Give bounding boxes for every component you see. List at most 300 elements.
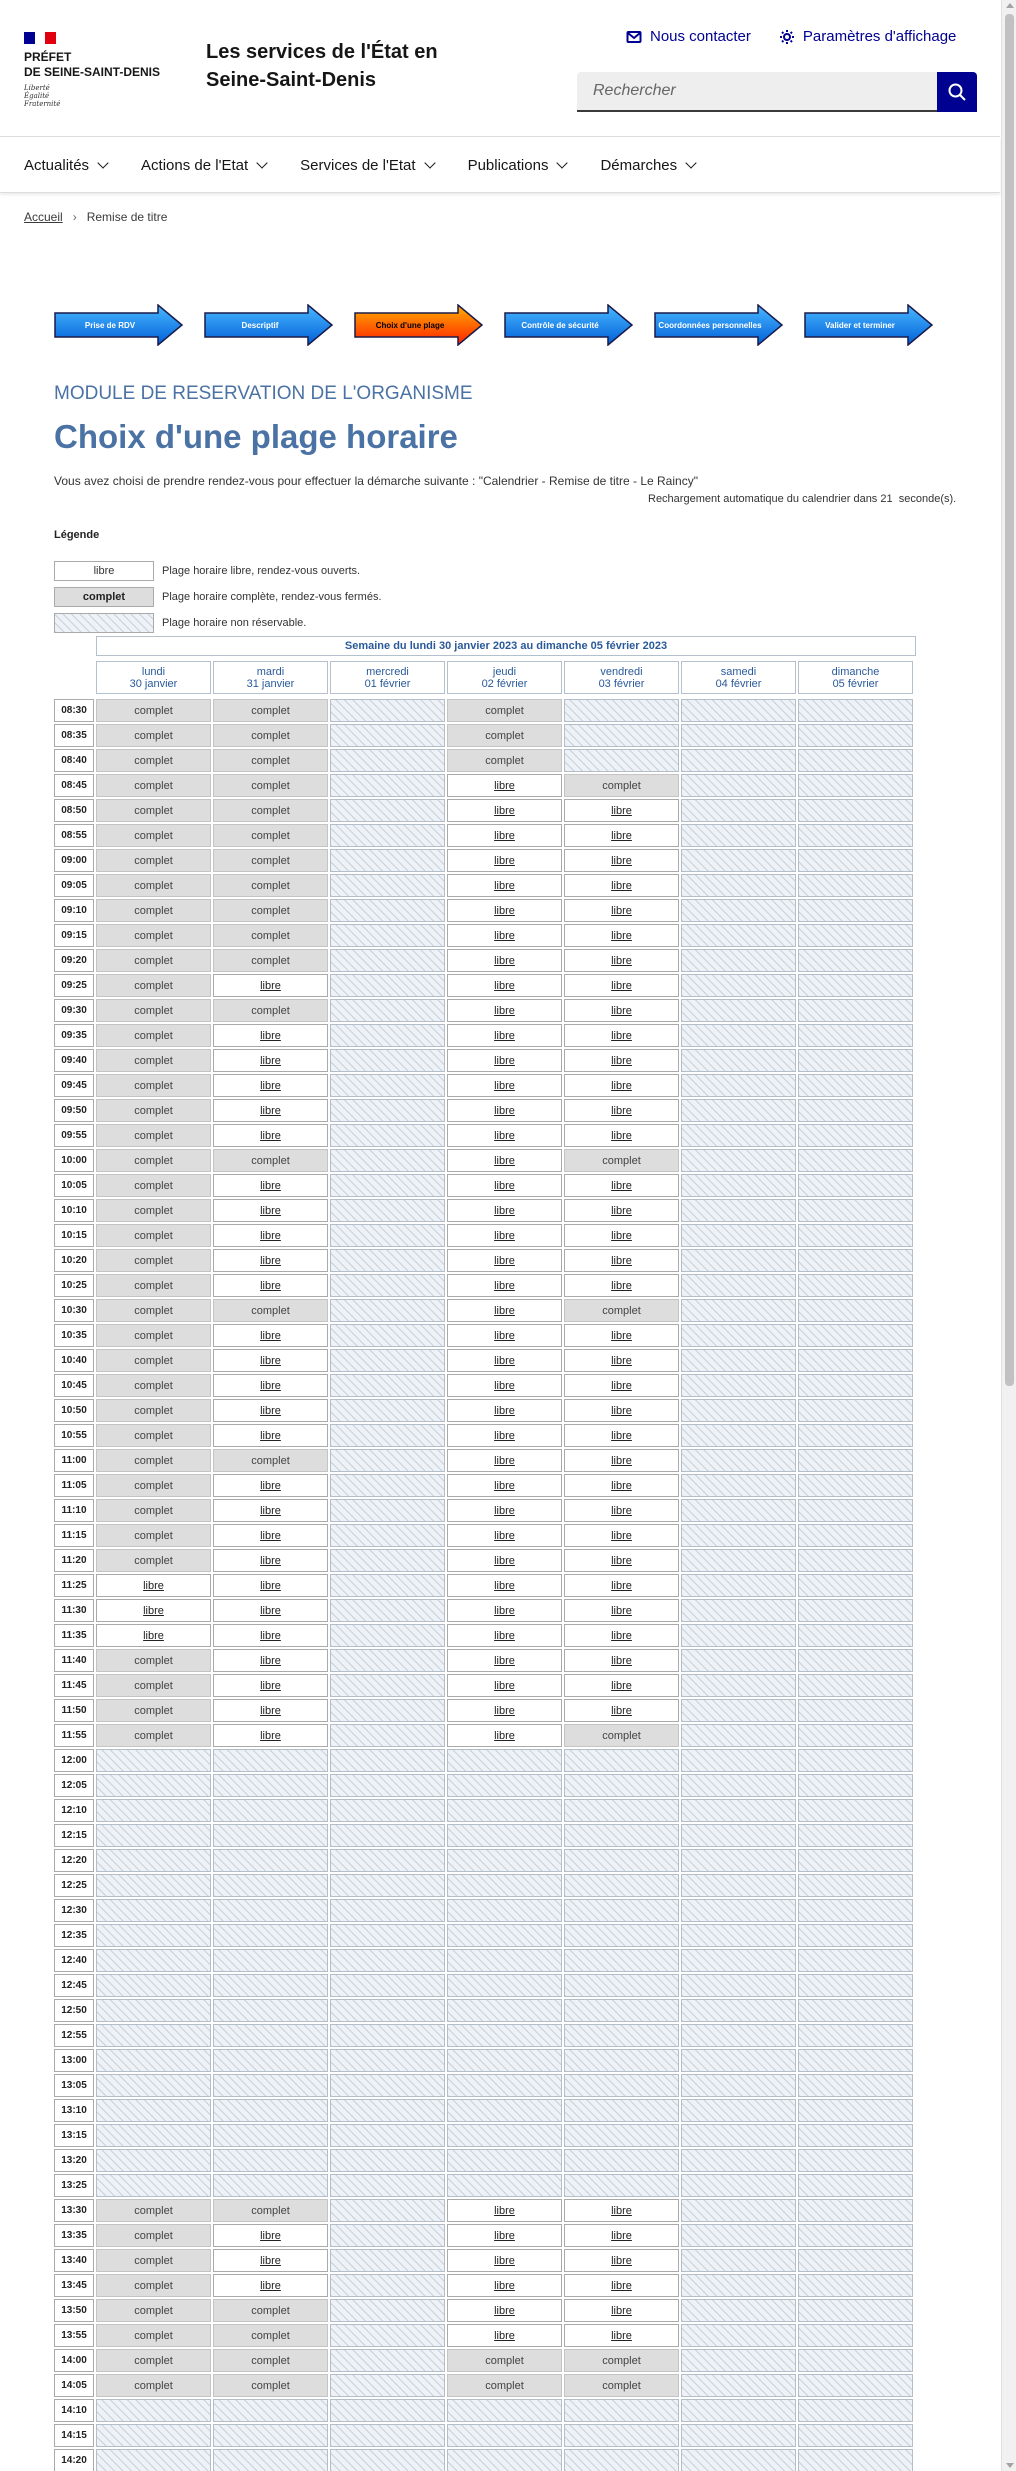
slot-libre[interactable] (447, 1549, 562, 1572)
slot-libre-link[interactable]: libre (260, 1379, 281, 1392)
slot-libre-link[interactable]: libre (494, 1229, 515, 1242)
slot-libre[interactable] (564, 1024, 679, 1047)
slot-libre-link[interactable]: libre (494, 1154, 515, 1167)
step-3[interactable] (354, 304, 484, 346)
slot-libre[interactable] (564, 1524, 679, 1547)
slot-libre[interactable] (447, 899, 562, 922)
time-label: 12:20 (54, 1849, 94, 1872)
slot-libre[interactable] (564, 2199, 679, 2222)
slot-libre-link[interactable]: libre (260, 1354, 281, 1367)
slot-libre-link[interactable]: libre (611, 1579, 632, 1592)
slot-libre[interactable] (96, 1599, 211, 1622)
slot-libre[interactable] (564, 799, 679, 822)
slot-libre-link[interactable]: libre (611, 1704, 632, 1717)
slot-libre-link[interactable]: libre (611, 804, 632, 817)
slot-libre[interactable] (213, 2274, 328, 2297)
slot-libre-link[interactable]: libre (494, 1554, 515, 1567)
day-date: 02 février (481, 677, 528, 690)
search-input[interactable] (577, 72, 937, 112)
slot-libre[interactable] (213, 1399, 328, 1422)
slot-libre-link[interactable]: libre (494, 1129, 515, 1142)
slot-libre[interactable] (564, 824, 679, 847)
slot-libre[interactable] (447, 1099, 562, 1122)
nav-actualites[interactable] (24, 137, 107, 193)
slot-libre-link[interactable]: libre (260, 1479, 281, 1492)
slot-libre[interactable] (447, 949, 562, 972)
slot-libre-link[interactable]: libre (611, 954, 632, 967)
slot-libre[interactable] (564, 1324, 679, 1347)
slot-libre-link[interactable]: libre (494, 1629, 515, 1642)
slot-libre-link[interactable]: libre (611, 1479, 632, 1492)
slot-libre-link[interactable]: libre (611, 2229, 632, 2242)
step-5[interactable] (654, 304, 784, 346)
slot-complet: complet (447, 699, 562, 722)
slot-libre-link[interactable]: libre (260, 1329, 281, 1342)
slot-libre[interactable] (447, 1724, 562, 1747)
slot-libre[interactable] (447, 1299, 562, 1322)
slot-libre-link[interactable]: libre (611, 2304, 632, 2317)
slot-non-reservable (681, 1499, 796, 1522)
slot-non-reservable (213, 1774, 328, 1797)
slot-libre-link[interactable]: libre (611, 829, 632, 842)
slot-libre-link[interactable]: libre (260, 1029, 281, 1042)
slot-libre[interactable] (213, 1624, 328, 1647)
slot-complet: complet (96, 1549, 211, 1572)
slot-libre-link[interactable]: libre (260, 2229, 281, 2242)
slot-libre-link[interactable]: libre (611, 1679, 632, 1692)
slot-libre[interactable] (213, 1049, 328, 1072)
slot-libre[interactable] (447, 1224, 562, 1247)
slot-libre-link[interactable]: libre (611, 1379, 632, 1392)
slot-libre[interactable] (564, 1549, 679, 1572)
slot-libre-link[interactable]: libre (611, 1279, 632, 1292)
slot-libre[interactable] (564, 1624, 679, 1647)
slot-libre-link[interactable]: libre (260, 1279, 281, 1292)
breadcrumb-home-link[interactable]: Accueil (24, 210, 63, 224)
slot-non-reservable (330, 1649, 445, 1672)
slot-libre[interactable] (564, 1249, 679, 1272)
slot-non-reservable (330, 2074, 445, 2097)
time-label: 14:15 (54, 2424, 94, 2447)
prefect-logo[interactable] (24, 32, 184, 108)
slot-libre-link[interactable]: libre (611, 1104, 632, 1117)
slot-libre[interactable] (447, 1124, 562, 1147)
slot-libre[interactable] (447, 799, 562, 822)
slot-libre[interactable] (447, 1074, 562, 1097)
slot-libre[interactable] (447, 774, 562, 797)
slot-non-reservable (96, 2449, 211, 2471)
slot-libre-link[interactable]: libre (494, 929, 515, 942)
slot-libre[interactable] (447, 1149, 562, 1172)
time-row (54, 974, 916, 997)
display-settings-link[interactable] (779, 28, 957, 45)
slot-libre-link[interactable]: libre (260, 1629, 281, 1642)
slot-libre-link[interactable]: libre (494, 2279, 515, 2292)
slot-libre[interactable] (447, 1024, 562, 1047)
nav-publications[interactable] (468, 137, 567, 193)
slot-libre[interactable] (447, 1524, 562, 1547)
slot-libre[interactable] (564, 1449, 679, 1472)
site-title[interactable]: Les services de l'État en Seine-Saint-Denis (206, 41, 438, 91)
slot-libre-link[interactable]: libre (260, 1654, 281, 1667)
slot-libre[interactable] (564, 1599, 679, 1622)
slot-libre[interactable] (447, 2224, 562, 2247)
slot-libre-link[interactable]: libre (611, 854, 632, 867)
slot-libre[interactable] (447, 1399, 562, 1422)
slot-libre-link[interactable]: libre (611, 1004, 632, 1017)
slot-libre[interactable] (213, 2249, 328, 2272)
slot-libre-link[interactable]: libre (494, 829, 515, 842)
slot-non-reservable (564, 1824, 679, 1847)
slot-libre[interactable] (213, 1599, 328, 1622)
slot-libre[interactable] (213, 1699, 328, 1722)
slot-complet: complet (213, 749, 328, 772)
slot-libre[interactable] (564, 2324, 679, 2347)
slot-non-reservable (96, 2174, 211, 2197)
slot-libre-link[interactable]: libre (611, 1354, 632, 1367)
slot-libre-link[interactable]: libre (260, 1679, 281, 1692)
slot-libre-link[interactable]: libre (494, 1354, 515, 1367)
slot-complet: complet (564, 1724, 679, 1747)
slot-libre[interactable] (447, 1674, 562, 1697)
slot-libre[interactable] (564, 2249, 679, 2272)
slot-libre[interactable] (564, 1074, 679, 1097)
slot-libre-link[interactable]: libre (611, 1529, 632, 1542)
slot-libre[interactable] (564, 924, 679, 947)
legend-libre (54, 561, 360, 581)
slot-libre[interactable] (447, 1599, 562, 1622)
slot-libre-link[interactable]: libre (494, 2329, 515, 2342)
slot-libre-link[interactable]: libre (494, 954, 515, 967)
slot-libre-link[interactable]: libre (611, 1429, 632, 1442)
slot-libre-link[interactable]: libre (494, 2304, 515, 2317)
slot-libre-link[interactable]: libre (611, 1629, 632, 1642)
slot-libre-link[interactable]: libre (494, 1604, 515, 1617)
slot-libre[interactable] (564, 1649, 679, 1672)
slot-libre-link[interactable]: libre (611, 1079, 632, 1092)
slot-libre[interactable] (564, 1374, 679, 1397)
slot-libre[interactable] (213, 1324, 328, 1347)
slot-libre[interactable] (564, 2299, 679, 2322)
slot-libre[interactable] (564, 1199, 679, 1222)
slot-libre[interactable] (213, 1124, 328, 1147)
slot-libre-link[interactable]: libre (494, 1654, 515, 1667)
slot-libre-link[interactable]: libre (494, 854, 515, 867)
slot-libre[interactable] (447, 1174, 562, 1197)
slot-non-reservable (447, 2424, 562, 2447)
slot-libre[interactable] (447, 1474, 562, 1497)
contact-link[interactable] (626, 28, 751, 45)
slot-libre-link[interactable]: libre (611, 1029, 632, 1042)
slot-libre-link[interactable]: libre (494, 2204, 515, 2217)
nav-demarches[interactable] (600, 137, 695, 193)
slot-non-reservable (798, 1299, 913, 1322)
slot-complet: complet (96, 2374, 211, 2397)
slot-libre[interactable] (564, 1099, 679, 1122)
slot-libre-link[interactable]: libre (611, 1254, 632, 1267)
slot-libre[interactable] (447, 2324, 562, 2347)
slot-libre[interactable] (213, 974, 328, 997)
slot-libre[interactable] (213, 1649, 328, 1672)
slot-libre[interactable] (447, 824, 562, 847)
slot-libre[interactable] (447, 874, 562, 897)
slot-libre-link[interactable]: libre (494, 1004, 515, 1017)
slot-libre-link[interactable]: libre (611, 1129, 632, 1142)
slot-libre[interactable] (564, 1174, 679, 1197)
slot-libre[interactable] (447, 1049, 562, 1072)
slot-libre-link[interactable]: libre (611, 1404, 632, 1417)
slot-libre[interactable] (564, 999, 679, 1022)
slot-libre-link[interactable]: libre (260, 1604, 281, 1617)
slot-libre-link[interactable]: libre (611, 1179, 632, 1192)
step-6[interactable] (804, 304, 934, 346)
scroll-down-icon[interactable] (1006, 2463, 1014, 2468)
slot-libre-link[interactable]: libre (494, 1279, 515, 1292)
slot-libre[interactable] (213, 1674, 328, 1697)
day-name: jeudi (492, 665, 517, 678)
slot-libre-link[interactable]: libre (494, 1704, 515, 1717)
slot-libre-link[interactable]: libre (494, 1479, 515, 1492)
time-row (54, 2399, 916, 2422)
slot-libre-link[interactable]: libre (494, 1029, 515, 1042)
day-header-lundi (96, 661, 211, 694)
slot-libre-link[interactable]: libre (494, 979, 515, 992)
slot-libre[interactable] (213, 1724, 328, 1747)
slot-libre[interactable] (447, 1199, 562, 1222)
slot-libre[interactable] (447, 2199, 562, 2222)
step-label: Coordonnées personnelles (658, 320, 762, 330)
slot-libre[interactable] (564, 949, 679, 972)
slot-libre-link[interactable]: libre (494, 1054, 515, 1067)
slot-libre-link[interactable]: libre (611, 879, 632, 892)
slot-libre-link[interactable]: libre (494, 1404, 515, 1417)
slot-libre[interactable] (96, 1624, 211, 1647)
slot-non-reservable (681, 2099, 796, 2122)
slot-libre[interactable] (213, 1374, 328, 1397)
slot-libre-link[interactable]: libre (494, 1079, 515, 1092)
slot-libre-link[interactable]: libre (611, 1454, 632, 1467)
slot-libre-link[interactable]: libre (611, 904, 632, 917)
module-title: MODULE DE RESERVATION DE L'ORGANISME (54, 383, 473, 404)
slot-libre[interactable] (447, 1624, 562, 1647)
slot-libre[interactable] (447, 974, 562, 997)
slot-libre[interactable] (447, 1374, 562, 1397)
slot-libre-link[interactable]: libre (260, 1554, 281, 1567)
slot-libre-link[interactable]: libre (260, 2254, 281, 2267)
slot-libre-link[interactable]: libre (494, 1579, 515, 1592)
slot-libre-link[interactable]: libre (260, 1579, 281, 1592)
slot-libre[interactable] (213, 1074, 328, 1097)
slot-non-reservable (798, 1474, 913, 1497)
slot-non-reservable (798, 699, 913, 722)
slot-libre-link[interactable]: libre (611, 1504, 632, 1517)
slot-libre-link[interactable]: libre (494, 1429, 515, 1442)
slot-non-reservable (681, 699, 796, 722)
slot-libre[interactable] (564, 899, 679, 922)
slot-libre[interactable] (564, 1424, 679, 1447)
slot-libre[interactable] (447, 924, 562, 947)
scroll-up-icon[interactable] (1006, 3, 1014, 8)
slot-libre-link[interactable]: libre (611, 2204, 632, 2217)
slot-libre[interactable] (564, 874, 679, 897)
slot-libre-link[interactable]: libre (494, 1104, 515, 1117)
slot-non-reservable (330, 1299, 445, 1322)
slot-libre-link[interactable]: libre (611, 1554, 632, 1567)
slot-non-reservable (330, 2099, 445, 2122)
slot-libre-link[interactable]: libre (260, 2279, 281, 2292)
slot-libre-link[interactable]: libre (260, 1204, 281, 1217)
slot-libre[interactable] (564, 1399, 679, 1422)
slot-libre[interactable] (213, 1424, 328, 1447)
slot-libre-link[interactable]: libre (494, 1179, 515, 1192)
slot-libre[interactable] (447, 1249, 562, 1272)
slot-libre[interactable] (564, 2224, 679, 2247)
slot-libre-link[interactable]: libre (260, 1504, 281, 1517)
day-header-mardi (213, 661, 328, 694)
time-label: 10:30 (54, 1299, 94, 1322)
slot-libre[interactable] (564, 1674, 679, 1697)
slot-non-reservable (798, 799, 913, 822)
slot-libre-link[interactable]: libre (494, 879, 515, 892)
slot-libre[interactable] (213, 1199, 328, 1222)
slot-libre-link[interactable]: libre (494, 1254, 515, 1267)
slot-libre[interactable] (564, 1699, 679, 1722)
nav-actions-etat[interactable] (141, 137, 266, 193)
slot-libre[interactable] (447, 1349, 562, 1372)
slot-libre-link[interactable]: libre (611, 929, 632, 942)
slot-libre[interactable] (213, 1249, 328, 1272)
slot-libre-link[interactable]: libre (494, 1504, 515, 1517)
slot-libre-link[interactable]: libre (494, 1379, 515, 1392)
slot-libre-link[interactable]: libre (494, 2254, 515, 2267)
search-button[interactable] (937, 72, 977, 112)
slot-libre-link[interactable]: libre (611, 1054, 632, 1067)
slot-libre-link[interactable]: libre (260, 1404, 281, 1417)
slot-libre-link[interactable]: libre (143, 1604, 164, 1617)
slot-libre[interactable] (564, 1474, 679, 1497)
slot-libre-link[interactable]: libre (260, 1079, 281, 1092)
slot-non-reservable (213, 1824, 328, 1847)
slot-libre-link[interactable]: libre (494, 2229, 515, 2242)
slot-libre-link[interactable]: libre (611, 2329, 632, 2342)
scroll-thumb[interactable] (1005, 14, 1014, 1386)
slot-libre-link[interactable]: libre (260, 1179, 281, 1192)
slot-libre-link[interactable]: libre (260, 1129, 281, 1142)
slot-libre-link[interactable]: libre (611, 1229, 632, 1242)
slot-libre[interactable] (564, 849, 679, 872)
slot-libre-link[interactable]: libre (611, 1329, 632, 1342)
page-scrollbar[interactable] (1001, 0, 1016, 2471)
step-1[interactable] (54, 304, 184, 346)
slot-libre[interactable] (213, 1174, 328, 1197)
slot-libre[interactable] (564, 1049, 679, 1072)
slot-libre[interactable] (213, 2224, 328, 2247)
slot-libre[interactable] (447, 849, 562, 872)
slot-libre[interactable] (447, 1699, 562, 1722)
slot-non-reservable (564, 1874, 679, 1897)
slot-libre[interactable] (564, 1574, 679, 1597)
time-label: 08:40 (54, 749, 94, 772)
slot-libre-link[interactable]: libre (494, 1679, 515, 1692)
slot-libre-link[interactable]: libre (260, 1254, 281, 1267)
slot-libre-link[interactable]: libre (611, 2279, 632, 2292)
slot-libre[interactable] (213, 1474, 328, 1497)
slot-libre-link[interactable]: libre (611, 1654, 632, 1667)
slot-libre-link[interactable]: libre (611, 2254, 632, 2267)
slot-libre[interactable] (213, 1349, 328, 1372)
slot-libre-link[interactable]: libre (494, 779, 515, 792)
slot-libre[interactable] (564, 1274, 679, 1297)
slot-libre-link[interactable]: libre (260, 1729, 281, 1742)
slot-libre-link[interactable]: libre (494, 1304, 515, 1317)
slot-libre-link[interactable]: libre (611, 979, 632, 992)
step-4[interactable] (504, 304, 634, 346)
slot-libre[interactable] (564, 1349, 679, 1372)
slot-libre[interactable] (447, 1449, 562, 1472)
slot-libre-link[interactable]: libre (494, 1529, 515, 1542)
slot-libre[interactable] (564, 1224, 679, 1247)
slot-libre[interactable] (447, 2299, 562, 2322)
slot-libre-link[interactable]: libre (494, 1454, 515, 1467)
slot-libre[interactable] (213, 1549, 328, 1572)
slot-libre[interactable] (447, 1499, 562, 1522)
slot-libre[interactable] (213, 1524, 328, 1547)
slot-libre[interactable] (564, 1124, 679, 1147)
slot-libre-link[interactable]: libre (260, 1704, 281, 1717)
slot-libre[interactable] (447, 1324, 562, 1347)
slot-libre[interactable] (447, 1649, 562, 1672)
slot-libre[interactable] (213, 1024, 328, 1047)
slot-libre[interactable] (447, 1274, 562, 1297)
slot-libre[interactable] (213, 1099, 328, 1122)
slot-libre[interactable] (447, 1424, 562, 1447)
slot-libre[interactable] (564, 974, 679, 997)
slot-libre[interactable] (447, 2274, 562, 2297)
slot-libre-link[interactable]: libre (260, 1229, 281, 1242)
nav-services-etat[interactable] (300, 137, 433, 193)
slot-libre-link[interactable]: libre (494, 904, 515, 917)
slot-libre-link[interactable]: libre (260, 1429, 281, 1442)
slot-libre-link[interactable]: libre (494, 1204, 515, 1217)
slot-libre[interactable] (213, 1224, 328, 1247)
slot-libre-link[interactable]: libre (260, 979, 281, 992)
slot-libre-link[interactable]: libre (611, 1204, 632, 1217)
slot-libre[interactable] (564, 1499, 679, 1522)
slot-libre[interactable] (447, 1574, 562, 1597)
slot-libre[interactable] (447, 2249, 562, 2272)
slot-libre-link[interactable]: libre (494, 1729, 515, 1742)
time-row (54, 2099, 916, 2122)
slot-libre-link[interactable]: libre (611, 1604, 632, 1617)
slot-libre-link[interactable]: libre (494, 1329, 515, 1342)
slot-libre-link[interactable]: libre (260, 1529, 281, 1542)
slot-libre[interactable] (213, 1274, 328, 1297)
slot-libre[interactable] (213, 1499, 328, 1522)
time-row (54, 1124, 916, 1147)
step-2[interactable] (204, 304, 334, 346)
slot-libre[interactable] (447, 999, 562, 1022)
slot-libre-link[interactable]: libre (143, 1579, 164, 1592)
slot-libre-link[interactable]: libre (494, 804, 515, 817)
slot-libre-link[interactable]: libre (260, 1104, 281, 1117)
slot-non-reservable (213, 2024, 328, 2047)
slot-libre[interactable] (564, 2274, 679, 2297)
slot-libre[interactable] (96, 1574, 211, 1597)
slot-libre[interactable] (213, 1574, 328, 1597)
slot-libre-link[interactable]: libre (260, 1054, 281, 1067)
slot-libre-link[interactable]: libre (143, 1629, 164, 1642)
slot-non-reservable (681, 1099, 796, 1122)
